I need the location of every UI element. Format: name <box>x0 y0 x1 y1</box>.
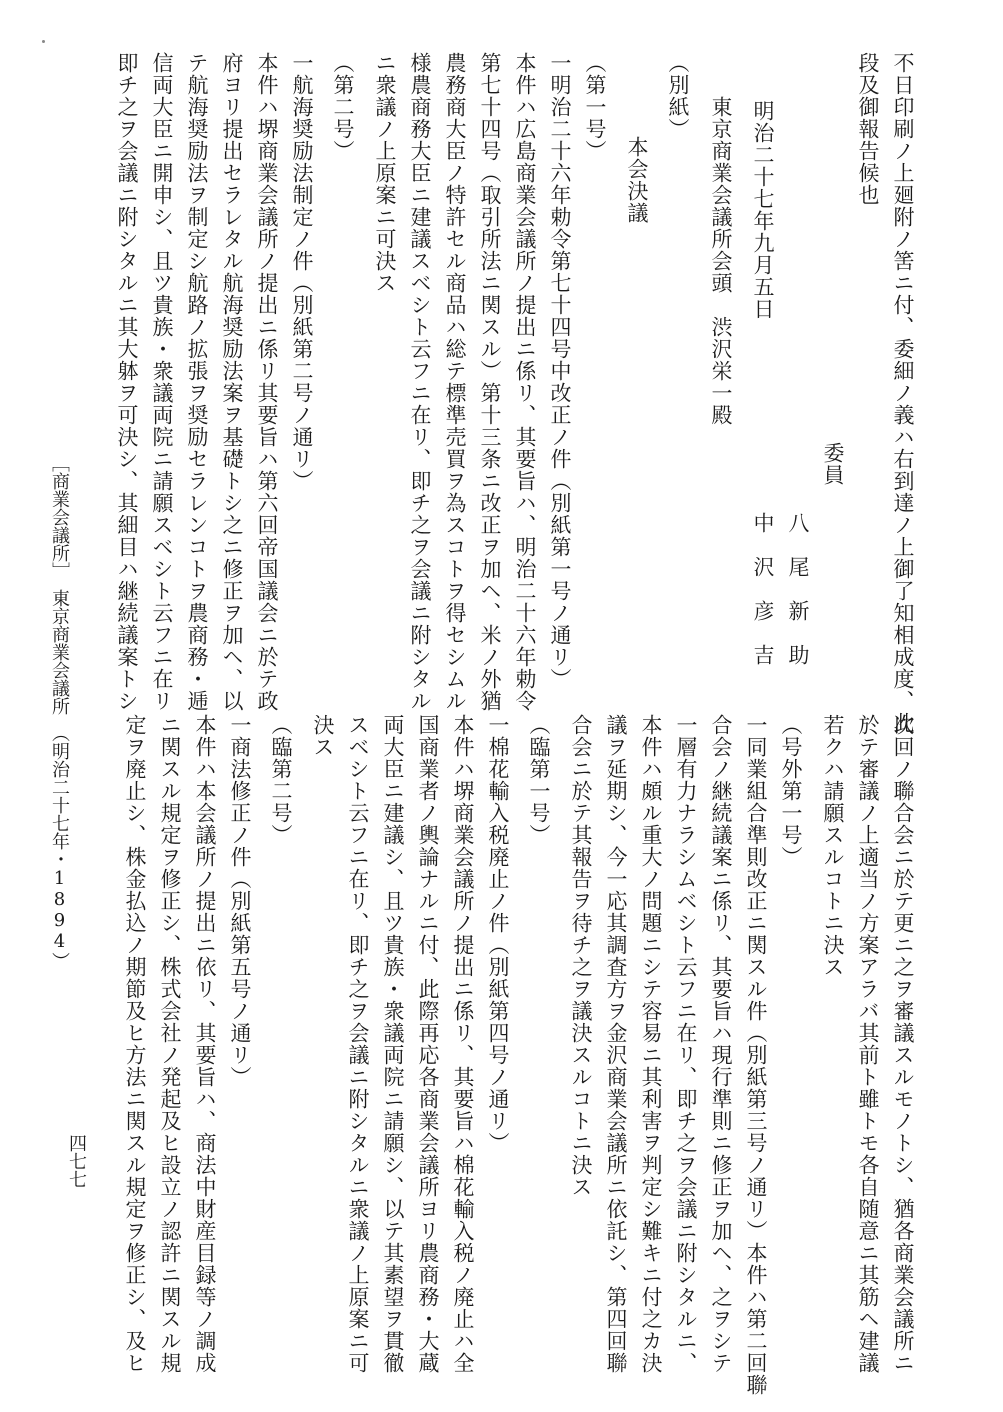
upper-line-6: 中 沢 彦 吉 <box>751 512 775 666</box>
lower-line-8: 本件ハ頗ル重大ノ問題ニシテ容易ニ其利害ヲ判定シ難キニ付之カ決 <box>639 714 663 1374</box>
upper-line-4: 八 尾 新 助 <box>786 512 810 666</box>
lower-line-21: ニ関スル規定ヲ修正シ、株式会社ノ発起及ヒ設立ノ認許ニ関スル規 <box>158 714 182 1374</box>
lower-line-9: 議ヲ延期シ、今一応其調査方ヲ金沢商業会議所ニ依託シ、第四回聯 <box>604 714 628 1374</box>
lower-line-17: 決ス <box>311 714 335 758</box>
lower-line-7: 一層有力ナラシムベシト云フニ在リ、即チ之ヲ会議ニ附シタルニ、 <box>674 714 698 1374</box>
upper-line-18: 一航海奨励法制定ノ件（別紙第二号ノ通リ） <box>290 52 314 492</box>
upper-line-16: ニ衆議ノ上原案ニ可決ス <box>373 52 397 294</box>
lower-line-18: （臨第二号） <box>269 714 293 846</box>
lower-line-16: スベシト云フニ在リ、即チ之ヲ会議ニ附シタルニ衆議ノ上原案ニ可 <box>346 714 370 1374</box>
lower-line-15: 両大臣ニ建議シ、且ツ貴族・衆議両院ニ請願シ、以テ其素望ヲ貫徹 <box>381 714 405 1374</box>
upper-line-23: 即チ之ヲ会議ニ附シタルニ其大躰ヲ可決シ、其細目ハ継続議案トシ <box>115 52 139 712</box>
upper-line-3: 委員 <box>821 442 845 486</box>
lower-line-11: （臨第一号） <box>527 714 551 846</box>
lower-line-13: 本件ハ堺商業会議所ノ提出ニ係リ、其要旨ハ棉花輸入税ノ廃止ハ全 <box>451 714 475 1374</box>
lower-line-3: 若クハ請願スルコトニ決ス <box>821 714 845 978</box>
lower-line-14: 国商業者ノ輿論ナルニ付、此際再応各商業会議所ヨリ農商務・大蔵 <box>416 714 440 1374</box>
upper-line-12: 本件ハ広島商業会議所ノ提出ニ係リ、其要旨ハ、明治二十六年勅令 <box>513 52 537 712</box>
upper-line-19: 本件ハ堺商業会議所ノ提出ニ係リ其要旨ハ第六回帝国議会ニ於テ政 <box>255 52 279 712</box>
lower-line-6: 合会ノ継続議案ニ係リ、其要旨ハ現行準則ニ修正ヲ加ヘ、之ヲシテ <box>709 714 733 1374</box>
upper-line-15: 様農商務大臣ニ建議スベシト云フニ在リ、即チ之ヲ会議ニ附シタル <box>408 52 432 712</box>
upper-line-9: 本会決議 <box>625 136 649 224</box>
upper-line-7: 東京商業会議所会頭 渋沢栄一殿 <box>709 96 733 426</box>
upper-line-20: 府ヨリ提出セラレタル航海奨励法案ヲ基礎トシ之ニ修正ヲ加ヘ、以 <box>220 52 244 712</box>
speck-mark <box>42 40 45 43</box>
upper-line-13: 第七十四号（取引所法ニ関スル）第十三条ニ改正ヲ加ヘ、米ノ外猶 <box>478 52 502 712</box>
upper-line-17: （第二号） <box>331 52 355 162</box>
upper-line-14: 農務商大臣ノ特許セル商品ハ総テ標準売買ヲ為スコトヲ得セシムル <box>443 52 467 712</box>
lower-line-1: 次回ノ聯合会ニ於テ更ニ之ヲ審議スルモノトシ、猶各商業会議所ニ <box>891 714 915 1374</box>
lower-line-12: 一棉花輸入税廃止ノ件（別紙第四号ノ通リ） <box>486 714 510 1154</box>
upper-line-21: テ航海奨励法ヲ制定シ航路ノ拡張ヲ奨励セラレンコトヲ農商務・逓 <box>185 52 209 712</box>
upper-line-1: 不日印刷ノ上廻附ノ筈ニ付、委細ノ義ハ右到達ノ上御了知相成度、此 <box>891 52 915 734</box>
page-number: 四七七 <box>66 1134 87 1188</box>
upper-line-22: 信両大臣ニ開申シ、且ツ貴族・衆議両院ニ請願スベシト云フニ在リ <box>150 52 174 712</box>
upper-line-11: 一明治二十六年勅令第七十四号中改正ノ件（別紙第一号ノ通リ） <box>548 52 572 690</box>
lower-line-22: 定ヲ廃止シ、株金払込ノ期節及ヒ方法ニ関スル規定ヲ修正シ、及ヒ <box>123 714 147 1374</box>
upper-line-8: （別紙） <box>666 52 690 140</box>
upper-line-5: 明治二十七年九月五日 <box>751 100 775 320</box>
lower-line-5: 一同業組合準則改正ニ関スル件（別紙第三号ノ通リ）本件ハ第二回聯 <box>744 714 768 1396</box>
lower-line-19: 一商法修正ノ件（別紙第五号ノ通リ） <box>228 714 252 1088</box>
upper-line-10: （第一号） <box>583 52 607 162</box>
upper-line-2: 段及御報告候也 <box>856 52 880 206</box>
running-footer: ［商業会議所］ 東京商業会議所 （明治二十七年・1894） <box>49 454 70 970</box>
lower-line-4: （号外第一号） <box>779 714 803 868</box>
lower-line-10: 合会ニ於テ其報告ヲ待チ之ヲ議決スルコトニ決ス <box>569 714 593 1198</box>
lower-line-2: 於テ審議ノ上適当ノ方案アラバ其前ト雖トモ各自随意ニ其筋ヘ建議 <box>856 714 880 1374</box>
lower-line-20: 本件ハ本会議所ノ提出ニ依リ、其要旨ハ、商法中財産目録等ノ調成 <box>193 714 217 1374</box>
